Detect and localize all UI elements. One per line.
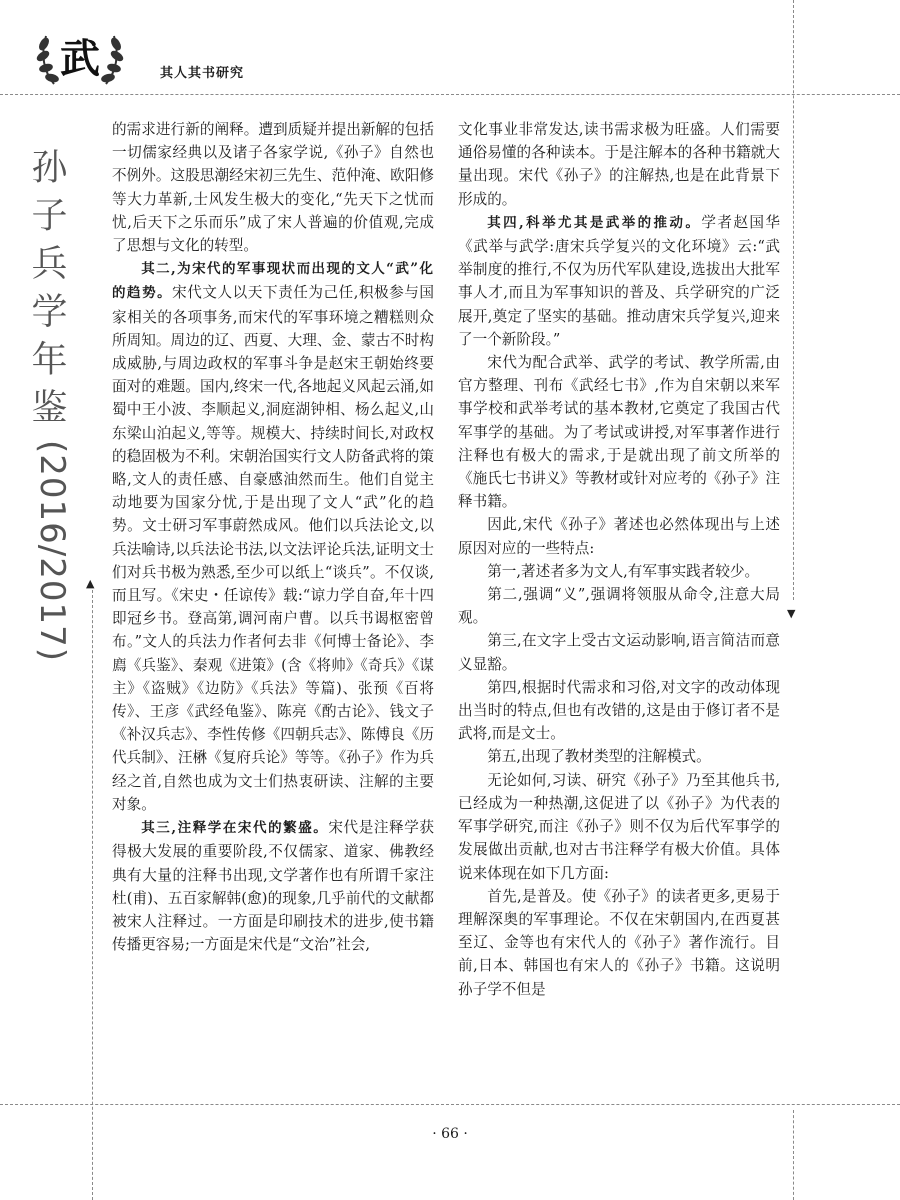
yearbook-logo bbox=[32, 14, 128, 94]
paragraph-body: 学者赵国华《武举与武学:唐宋兵学复兴的文化环境》云:“武举制度的推行,不仅为历代军队建设,选拔出大批军事人才,而且为军事知识的普及、兵学研究的广泛展开,奠定了坚实的基础。推动唐宋兵学复兴,迎来了一个新阶段。” bbox=[458, 213, 780, 348]
paragraph bbox=[458, 211, 780, 351]
paragraph: 第二,强调“义”,强调将领服从命令,注意大局观。 bbox=[458, 586, 780, 627]
paragraph-lead: 其三,注释学在宋代的繁盛。 bbox=[141, 820, 329, 837]
paragraph: 无论如何,习读、研究《孙子》乃至其他兵书,已经成为一种热潮,这促进了以《孙子》为代表的军事学研究,而注《孙子》则不仅为后代军事学的发展做出贡献,也对古书注释学有极大价值。具体说来体现在如下几方面: bbox=[458, 771, 780, 882]
right-trim-line-upper bbox=[793, 0, 794, 600]
paragraph: 第一,著述者多为文人,有军事实践者较少。 bbox=[487, 562, 760, 580]
paragraph-lead: 其四,科举尤其是武举的推动。 bbox=[487, 214, 702, 231]
paragraph: 因此,宋代《孙子》著述也必然体现出与上述原因对应的一些特点: bbox=[458, 516, 780, 557]
paragraph: 首先,是普及。使《孙子》的读者更多,更易于理解深奥的军事理论。不仅在宋朝国内,在西夏甚至辽、金等也有宋代人的《孙子》著作流行。目前,日本、韩国也有宋人的《孙子》书籍。这说明孙子学不但是 bbox=[458, 887, 780, 998]
left-text-column bbox=[112, 118, 434, 956]
right-text-column bbox=[458, 118, 780, 1001]
paragraph: 第四,根据时代需求和习俗,对文字的改动体现出当时的特点,但也有改错的,这是由于修订者不是武将,而是文士。 bbox=[458, 678, 780, 743]
paragraph bbox=[112, 816, 434, 956]
paragraph: 的需求进行新的阐释。遭到质疑并提出新解的包括一切儒家经典以及诸子各家学说,《孙子》自然也不例外。这股思潮经宋初三先生、范仲淹、欧阳修等大力革新,士风发生极大的变化,“先天下之忧而忧,后天下之乐而乐”成了宋人普遍的价值观,完成了思想与文化的转型。 bbox=[112, 121, 434, 255]
section-title: 其人其书研究 bbox=[160, 66, 245, 81]
footer-rule bbox=[0, 1104, 900, 1105]
paragraph: 第三,在文字上受古文运动影响,语言简洁而意义显豁。 bbox=[458, 632, 780, 673]
page-number: · 66 · bbox=[432, 1126, 468, 1142]
paragraph-lead: 其二,为宋代的军事现状而出现的文人“武”化的趋势。 bbox=[112, 261, 434, 302]
right-trim-line-lower bbox=[793, 1110, 794, 1200]
paragraph: 第五,出现了教材类型的注解模式。 bbox=[487, 748, 711, 766]
logo-character: 武 bbox=[60, 36, 100, 82]
header-rule bbox=[0, 94, 900, 95]
left-trim-line bbox=[92, 590, 93, 1200]
paragraph-body: 宋代文人以天下责任为己任,积极参与国家相关的各项事务,而宋代的军事环境之糟糕则众所周知。周边的辽、西夏、大理、金、蒙古不时构成威胁,与周边政权的军事斗争是赵宋王朝始终要面对的难题。国内,终宋一代,各地起义风起云涌,如蜀中王小波、李顺起义,洞庭湖钟相、杨么起义,山东梁山泊起义,等等。规模大、持续时间长,对政权的稳固极为不利。宋朝治国实行文人防备武将的策略,文人的责任感、自豪感油然而生。他们自觉主动地要为国家分忧,于是出现了文人“武”化的趋势。文士研习军事蔚然成风。他们以兵法论文,以兵法喻诗,以兵法论书法,以文法评论兵法,证明文士们对兵书极为熟悉,至少可以纸上“谈兵”。不仅谈,而且写。《宋史・任谅传》载:“谅力学自奋,年十四即冠乡书。登高第,调河南户曹。以兵书谒枢密曾布。”文人的兵法力作者何去非《何博士备论》、李廌《兵鉴》、秦观《进策》(含《将帅》《奇兵》《谋主》《盗贼》《边防》《兵法》等篇)、张预《百将传》、王彦《武经龟鉴》、陈亮《酌古论》、钱文子《补汉兵志》、李性传修《四朝兵志》、陈傅良《历代兵制》、汪楙《复府兵论》等等。《孙子》作为兵经之首,自然也成为文士们热衷研读、注解的主要对象。 bbox=[112, 284, 435, 813]
paragraph: 文化事业非常发达,读书需求极为旺盛。人们需要通俗易懂的各种读本。于是注解本的各种书籍就大量出现。宋代《孙子》的注解热,也是在此背景下形成的。 bbox=[458, 121, 780, 208]
down-arrow-marker: ▼ bbox=[787, 607, 796, 620]
book-year-vertical: (2016/2017) bbox=[32, 440, 72, 663]
paragraph bbox=[112, 257, 434, 816]
paragraph: 宋代为配合武举、武学的考试、教学所需,由官方整理、刊布《武经七书》,作为自宋朝以来军事学校和武举考试的基本教材,它奠定了我国古代军事学的基础。为了考试或讲授,对军事著作进行注释也有极大的需求,于是就出现了前文所举的《施氏七书讲义》等教材或针对应考的《孙子》注释书籍。 bbox=[458, 354, 780, 511]
up-arrow-marker: ▲ bbox=[86, 577, 95, 590]
book-title-vertical: 孙子兵学年鉴 bbox=[26, 148, 67, 436]
paragraph-body: 宋代是注释学获得极大发展的重要阶段,不仅儒家、道家、佛教经典有大量的注释书出现,文学著作也有所谓千家注杜(甫)、五百家解韩(愈)的现象,几乎前代的文献都被宋人注释过。一方面是印刷技术的进步,使书籍传播更容易;一方面是宋代是“文治”社会, bbox=[112, 819, 434, 954]
